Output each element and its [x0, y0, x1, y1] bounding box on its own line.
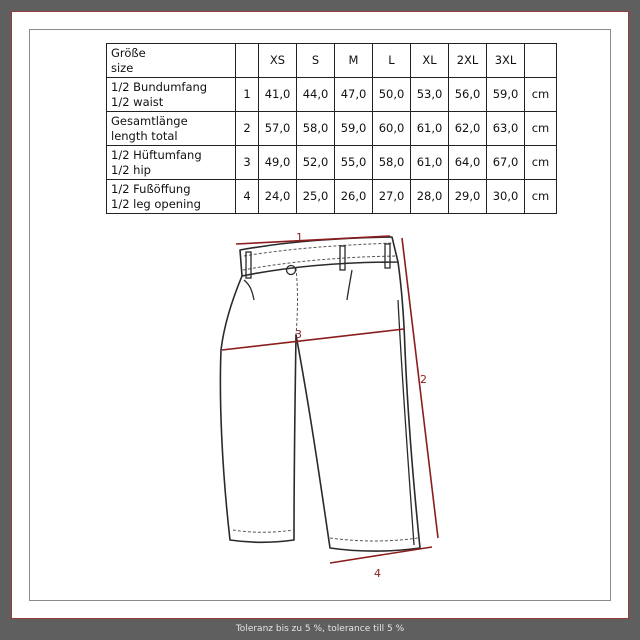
- cell-value: 30,0: [487, 180, 525, 214]
- cell-value: 58,0: [373, 146, 411, 180]
- row-unit: cm: [525, 180, 557, 214]
- pocket-right: [347, 270, 352, 300]
- row-number: 3: [236, 146, 259, 180]
- size-xl: XL: [411, 44, 449, 78]
- size-3xl: 3XL: [487, 44, 525, 78]
- cell-value: 58,0: [297, 112, 335, 146]
- cell-value: 25,0: [297, 180, 335, 214]
- row-label-en: 1/2 hip: [111, 162, 151, 177]
- row-label-en: 1/2 leg opening: [111, 196, 201, 211]
- button-icon: [287, 266, 296, 275]
- cell-value: 26,0: [335, 180, 373, 214]
- cell-value: 64,0: [449, 146, 487, 180]
- cell-value: 61,0: [411, 112, 449, 146]
- row-unit: cm: [525, 112, 557, 146]
- cell-value: 57,0: [259, 112, 297, 146]
- right-leg: [296, 262, 420, 551]
- cell-value: 28,0: [411, 180, 449, 214]
- side-seam: [398, 300, 414, 545]
- measure-label-4: 4: [374, 567, 381, 580]
- cell-value: 56,0: [449, 78, 487, 112]
- cell-value: 67,0: [487, 146, 525, 180]
- cell-value: 52,0: [297, 146, 335, 180]
- left-leg: [220, 276, 296, 542]
- row-label-de: 1/2 Hüftumfang: [111, 148, 202, 163]
- cell-value: 62,0: [449, 112, 487, 146]
- pocket-left: [244, 280, 254, 300]
- measure-line-1: [236, 236, 390, 244]
- cell-value: 63,0: [487, 112, 525, 146]
- measure-label-1: 1: [296, 231, 303, 244]
- measurement-lines: [222, 236, 438, 563]
- details: [244, 244, 414, 545]
- cell-value: 29,0: [449, 180, 487, 214]
- size-label-de: Größe: [111, 46, 146, 61]
- row-label-de: Gesamtlänge: [111, 114, 188, 129]
- cell-value: 53,0: [411, 78, 449, 112]
- row-number: 4: [236, 180, 259, 214]
- cell-value: 49,0: [259, 146, 297, 180]
- hem-stitch-right: [330, 538, 418, 541]
- measure-label-2: 2: [420, 373, 427, 386]
- size-label-en: size: [111, 60, 134, 75]
- hem-stitch-left: [233, 530, 293, 532]
- cell-value: 60,0: [373, 112, 411, 146]
- cell-value: 50,0: [373, 78, 411, 112]
- row-label-de: 1/2 Bundumfang: [111, 80, 208, 95]
- row-number: 2: [236, 112, 259, 146]
- row-label-de: 1/2 Fußöffung: [111, 182, 191, 197]
- row-label-en: length total: [111, 128, 178, 143]
- cell-value: 55,0: [335, 146, 373, 180]
- cell-value: 41,0: [259, 78, 297, 112]
- measure-label-3: 3: [295, 328, 302, 341]
- row-number: 1: [236, 78, 259, 112]
- size-s: S: [297, 44, 335, 78]
- row-unit: cm: [525, 146, 557, 180]
- row-unit: cm: [525, 78, 557, 112]
- fly-stitch: [296, 268, 298, 335]
- cell-value: 61,0: [411, 146, 449, 180]
- size-m: M: [335, 44, 373, 78]
- cell-value: 47,0: [335, 78, 373, 112]
- cell-value: 24,0: [259, 180, 297, 214]
- cell-value: 27,0: [373, 180, 411, 214]
- size-2xl: 2XL: [449, 44, 487, 78]
- size-l: L: [373, 44, 411, 78]
- cell-value: 59,0: [487, 78, 525, 112]
- tolerance-note: Toleranz bis zu 5 %, tolerance till 5 %: [235, 624, 405, 634]
- waistband-stitch: [244, 243, 393, 256]
- row-label-en: 1/2 waist: [111, 94, 164, 109]
- measure-line-3: [222, 329, 404, 350]
- stitching: [233, 243, 418, 541]
- shorts-outline: [220, 237, 420, 551]
- cell-value: 44,0: [297, 78, 335, 112]
- size-xs: XS: [259, 44, 297, 78]
- cell-value: 59,0: [335, 112, 373, 146]
